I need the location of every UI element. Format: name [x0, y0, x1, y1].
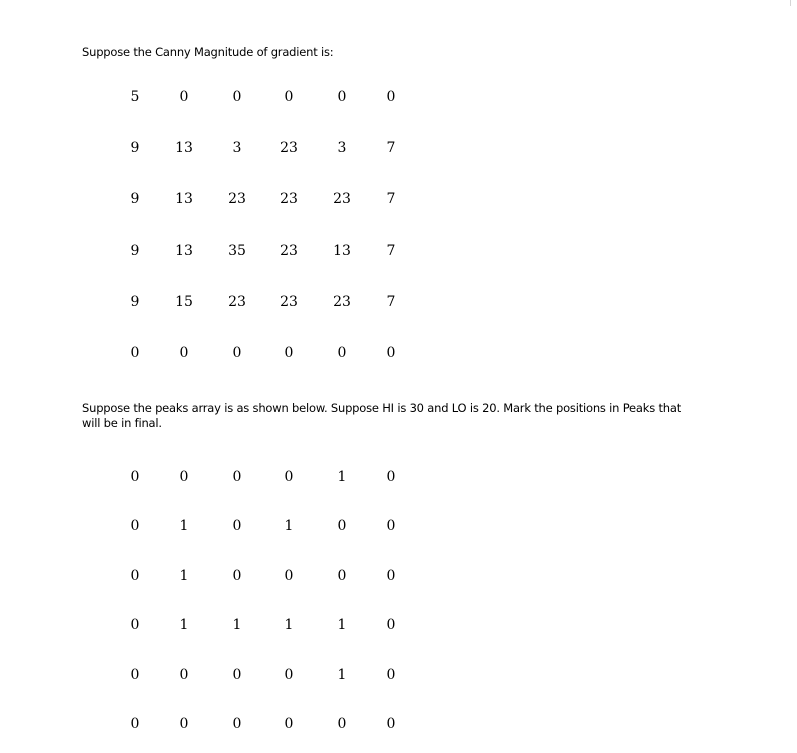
matrix-cell: 0	[179, 716, 189, 732]
matrix-cell: 3	[337, 140, 347, 157]
matrix-cell: 0	[284, 89, 294, 105]
matrix-cell: 23	[280, 293, 298, 310]
matrix-cell: 1	[179, 567, 189, 584]
matrix-cell: 0	[386, 469, 396, 485]
matrix-cell: 0	[284, 345, 294, 361]
matrix-cell: 0	[284, 567, 294, 584]
matrix-cell: 9	[130, 191, 140, 208]
matrix-cell: 0	[232, 345, 242, 361]
matrix-cell: 0	[284, 469, 294, 485]
matrix-cell: 15	[175, 293, 193, 310]
matrix-cell: 1	[337, 469, 347, 485]
matrix-cell: 7	[386, 191, 396, 208]
matrix-cell: 1	[179, 617, 189, 634]
matrix-cell: 0	[232, 89, 242, 105]
matrix-cell: 9	[130, 242, 140, 259]
matrix-cell: 1	[337, 666, 347, 683]
matrix-cell: 23	[280, 140, 298, 157]
matrix-cell: 23	[280, 191, 298, 208]
matrix-cell: 0	[386, 567, 396, 584]
matrix-cell: 13	[175, 191, 193, 208]
matrix-cell: 0	[130, 469, 140, 485]
matrix-cell: 23	[228, 293, 246, 310]
matrix-cell: 0	[179, 345, 189, 361]
matrix-cell: 0	[130, 716, 140, 732]
matrix-cell: 35	[228, 242, 246, 259]
matrix-cell: 0	[232, 666, 242, 683]
matrix-cell: 0	[179, 666, 189, 683]
matrix-cell: 0	[386, 666, 396, 683]
matrix-cell: 0	[130, 617, 140, 634]
matrix-cell: 9	[130, 140, 140, 157]
matrix-cell: 23	[333, 191, 351, 208]
matrix-cell: 0	[337, 716, 347, 732]
matrix-cell: 0	[386, 345, 396, 361]
matrix-cell: 0	[337, 567, 347, 584]
matrix-cell: 0	[232, 518, 242, 535]
matrix-cell: 0	[284, 716, 294, 732]
matrix-cell: 23	[333, 293, 351, 310]
matrix-cell: 0	[179, 469, 189, 485]
matrix-cell: 0	[386, 89, 396, 105]
matrix-cell: 0	[337, 518, 347, 535]
matrix-cell: 0	[232, 469, 242, 485]
matrix-cell: 0	[130, 345, 140, 361]
matrix-cell: 7	[386, 140, 396, 157]
intro-text: Suppose the Canny Magnitude of gradient is:	[82, 45, 334, 59]
matrix-cell: 7	[386, 242, 396, 259]
matrix-cell: 0	[386, 617, 396, 634]
matrix-cell: 0	[337, 89, 347, 105]
matrix-cell: 0	[179, 89, 189, 105]
matrix-cell: 0	[337, 345, 347, 361]
matrix-cell: 0	[232, 567, 242, 584]
matrix-cell: 0	[284, 666, 294, 683]
page-edge-line	[790, 0, 791, 6]
matrix-cell: 1	[284, 617, 294, 634]
matrix-cell: 23	[280, 242, 298, 259]
matrix-cell: 5	[130, 89, 140, 105]
matrix-cell: 13	[333, 242, 351, 259]
matrix-cell: 0	[232, 716, 242, 732]
matrix-cell: 0	[130, 567, 140, 584]
matrix-cell: 13	[175, 140, 193, 157]
matrix-cell: 13	[175, 242, 193, 259]
matrix-cell: 0	[386, 518, 396, 535]
matrix-cell: 9	[130, 293, 140, 310]
matrix-cell: 1	[337, 617, 347, 634]
matrix-cell: 3	[232, 140, 242, 157]
matrix-cell: 0	[130, 518, 140, 535]
matrix-cell: 1	[179, 518, 189, 535]
matrix-cell: 0	[130, 666, 140, 683]
matrix-cell: 23	[228, 191, 246, 208]
matrix-cell: 7	[386, 293, 396, 310]
matrix-cell: 1	[284, 518, 294, 535]
matrix-cell: 1	[232, 617, 242, 634]
matrix-cell: 0	[386, 716, 396, 732]
question-text: Suppose the peaks array is as shown below. Suppose HI is 30 and LO is 20. Mark the positions in Peaks that will be in final.	[82, 401, 682, 430]
